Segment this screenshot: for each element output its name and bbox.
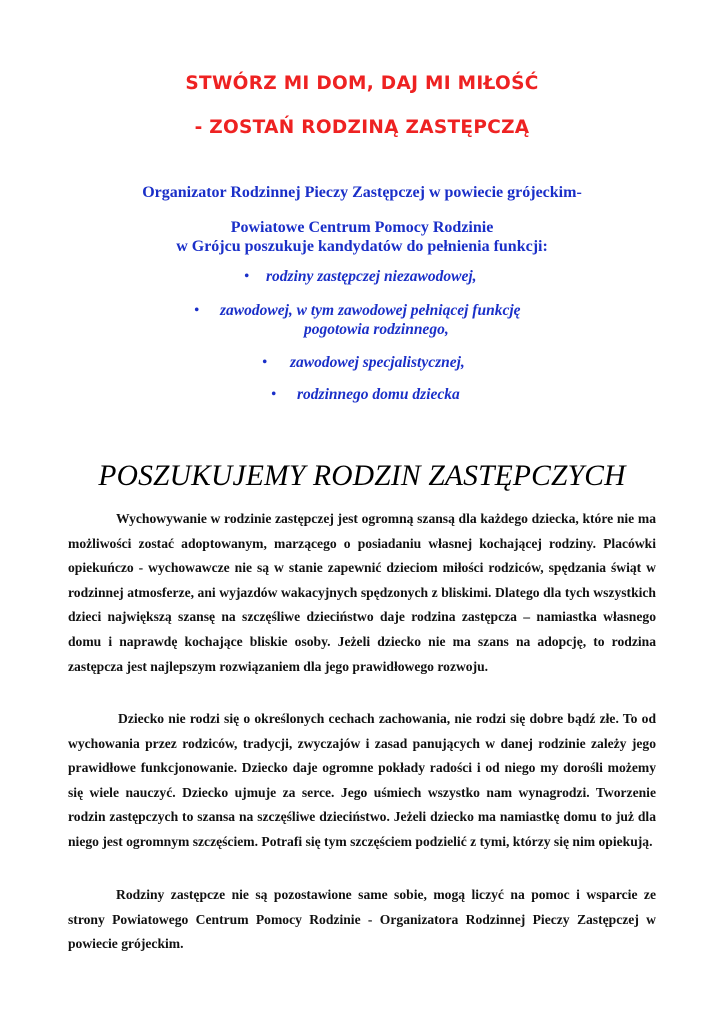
function-item-label: zawodowej specjalistycznej, xyxy=(290,354,465,371)
bullet-icon: • xyxy=(244,268,250,285)
function-item-label-continued: pogotowia rodzinnego, xyxy=(304,321,449,338)
function-item-label: rodzinnego domu dziecka xyxy=(297,386,460,403)
function-item-label: zawodowej, w tym zawodowej pełniącej funkcję xyxy=(220,302,521,319)
headline-line-1: STWÓRZ MI DOM, DAJ MI MIŁOŚĆ xyxy=(185,73,539,94)
bullet-icon: • xyxy=(271,386,277,403)
organizer-line-1: Organizator Rodzinnej Pieczy Zastępczej w powiecie grójeckim- xyxy=(142,184,582,201)
organizer-line-3: w Grójcu poszukuje kandydatów do pełnienia funkcji: xyxy=(176,238,548,255)
section-heading: POSZUKUJEMY RODZIN ZASTĘPCZYCH xyxy=(98,460,626,492)
body-paragraph-1: Wychowywanie w rodzinie zastępczej jest ogromną szansą dla każdego dziecka, które nie ma możliwości zostać adoptowanym, marzącego o posiadaniu własnej kochającej rodziny. Placówki opiekuńczo - wychowawcze nie są w stanie zapewnić dzieciom miłości rodziców, spędzania świąt w rodzinnej atmosferze, ani wyjazdów wakacyjnych spędzonych z bliskimi. Dlatego dla tych wszystkich dzieci największą szansę na szczęśliwe dzieciństwo daje rodzina zastępcza – namiastka własnego domu i naprawdę kochające bliskie osoby. Jeżeli dziecko nie ma szans na adopcję, to rodzina zastępcza jest najlepszym rozwiązaniem dla jego prawidłowego rozwoju. xyxy=(68,511,656,674)
headline-line-2: - ZOSTAŃ RODZINĄ ZASTĘPCZĄ xyxy=(194,117,530,138)
bullet-icon: • xyxy=(194,302,200,319)
function-item-label: rodziny zastępczej niezawodowej, xyxy=(266,268,477,285)
organizer-line-2: Powiatowe Centrum Pomocy Rodzinie xyxy=(230,219,494,236)
bullet-icon: • xyxy=(262,354,268,371)
body-paragraph-3: Rodziny zastępcze nie są pozostawione same sobie, mogą liczyć na pomoc i wsparcie ze strony Powiatowego Centrum Pomocy Rodzinie - Organizatora Rodzinnej Pieczy Zastępczej w powiecie grójeckim. xyxy=(68,887,656,952)
body-paragraph-2: Dziecko nie rodzi się o określonych cechach zachowania, nie rodzi się dobre bądź złe. To od wychowania przez rodziców, tradycji, zwyczajów i zasad panujących w danej rodzinie zależy jego prawidłowe funkcjonowanie. Dziecko daje ogromne pokłady radości i od niego my dorośli możemy się wiele nauczyć. Dziecko ujmuje za serce. Jego uśmiech wszystko nam wynagrodzi. Tworzenie rodzin zastępczych to szansa na szczęśliwe dzieciństwo. Jeżeli dziecko ma namiastkę domu to już dla niego jest ogromnym szczęściem. Potrafi się tym szczęściem podzielić z tymi, którzy się nim opiekują. xyxy=(68,711,656,849)
